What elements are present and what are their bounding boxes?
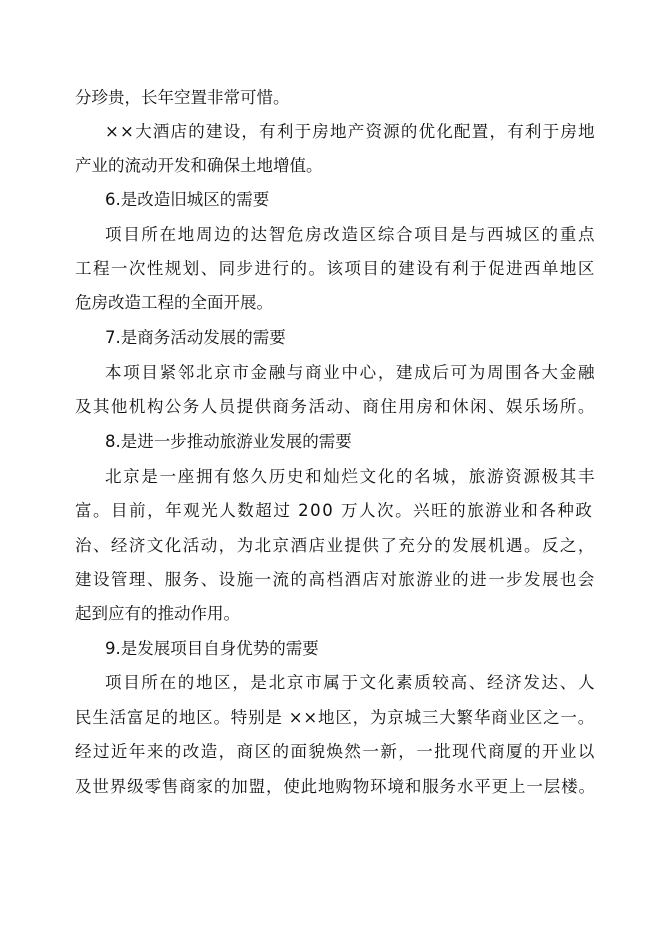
paragraph-line: 经过近年来的改造，商区的面貌焕然一新，一批现代商厦的开业以 xyxy=(75,742,596,761)
paragraph-line: 及世界级零售商家的加盟，使此地购物环境和服务水平更上一层楼。 xyxy=(75,777,596,796)
paragraph-line: 项目所在的地区，是北京市属于文化素质较高、经济发达、人 xyxy=(105,673,597,692)
section-heading: 7.是商务活动发展的需要 xyxy=(105,328,286,347)
paragraph-line: 建设管理、服务、设施一流的高档酒店对旅游业的进一步发展也会 xyxy=(75,570,596,589)
section-heading: 9.是发展项目自身优势的需要 xyxy=(105,639,319,658)
paragraph-line: 治、经济文化活动，为北京酒店业提供了充分的发展机遇。反之， xyxy=(75,536,596,555)
paragraph-line: 工程一次性规划、同步进行的。该项目的建设有利于促进西单地区 xyxy=(75,259,596,278)
section-heading: 8.是进一步推动旅游业发展的需要 xyxy=(105,432,352,451)
paragraph-line: 及其他机构公务人员提供商务活动、商住用房和休闲、娱乐场所。 xyxy=(75,397,596,416)
paragraph-line: 分珍贵，长年空置非常可惜。 xyxy=(75,88,290,107)
paragraph-line: 产业的流动开发和确保土地增值。 xyxy=(75,156,323,175)
paragraph-line: 本项目紧邻北京市金融与商业中心，建成后可为周围各大金融 xyxy=(105,363,597,382)
paragraph-line: 北京是一座拥有悠久历史和灿烂文化的名城，旅游资源极其丰 xyxy=(105,467,597,486)
paragraph-line: 起到应有的推动作用。 xyxy=(75,604,240,623)
section-heading: 6.是改造旧城区的需要 xyxy=(105,190,270,209)
paragraph-line: ××大酒店的建设，有利于房地产资源的优化配置，有利于房地 xyxy=(105,122,596,141)
paragraph-line: 富。目前，年观光人数超过 200 万人次。兴旺的旅游业和各种政 xyxy=(75,501,594,520)
paragraph-line: 项目所在地周边的达智危房改造区综合项目是与西城区的重点 xyxy=(105,225,597,244)
paragraph-line: 危房改造工程的全面开展。 xyxy=(75,293,273,312)
paragraph-line: 民生活富足的地区。特别是 ××地区，为京城三大繁华商业区之一。 xyxy=(75,708,596,727)
